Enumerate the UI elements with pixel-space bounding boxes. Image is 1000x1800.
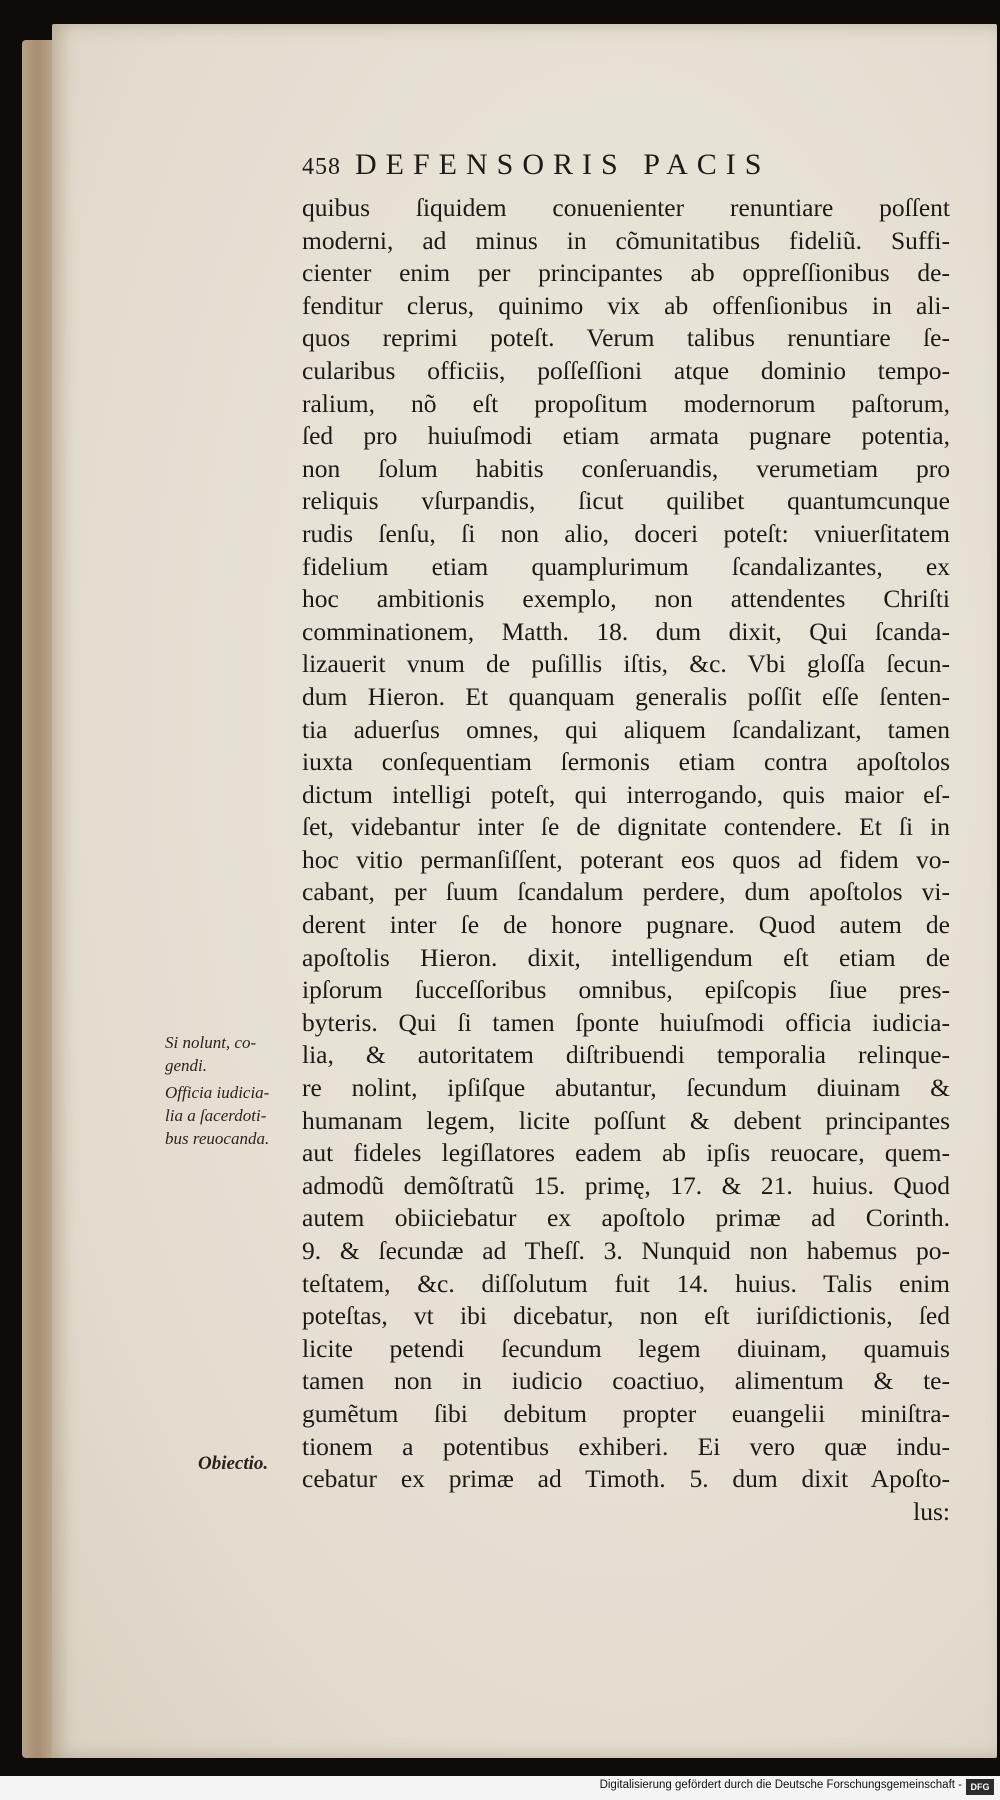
text-line: ſet, videbantur inter ſe de dignitate contendere. Et ſi in <box>302 812 950 842</box>
running-head <box>302 148 942 188</box>
text-line: tionem a potentibus exhiberi. Ei vero quæ indu- <box>302 1431 950 1461</box>
margin-note-line: lia a ſacerdoti- <box>165 1106 267 1125</box>
text-line: fidelium etiam quamplurimum ſcandalizantes, ex <box>302 551 950 581</box>
text-line: apoſtolis Hieron. dixit, intelligendum eſt etiam de <box>302 942 950 972</box>
text-line: autem obiiciebatur ex apoſtolo primæ ad Corinth. <box>302 1203 950 1233</box>
text-line: teſtatem, &c. diſſolutum fuit 14. huius. Talis enim <box>302 1268 950 1298</box>
margin-note-line: gendi. <box>165 1056 208 1075</box>
text-line: iuxta conſequentiam ſermonis etiam contra apoſtolos <box>302 747 950 777</box>
margin-note-officia <box>165 1081 315 1150</box>
running-title: DEFENSORIS PACIS <box>355 148 771 181</box>
margin-note-line: Si nolunt, co- <box>165 1033 257 1052</box>
text-line: quibus ſiquidem conuenienter renuntiare poſſent <box>302 193 950 222</box>
text-line: lus: <box>913 1496 950 1526</box>
text-line: tamen non in iudicio coactiuo, alimentum & te- <box>302 1366 950 1396</box>
text-line: cebatur ex primæ ad Timoth. 5. dum dixit Apoſto- <box>302 1464 950 1494</box>
text-line: comminationem, Matth. 18. dum dixit, Qui ſcanda- <box>302 616 950 646</box>
text-line: hoc ambitionis exemplo, non attendentes Chriſti <box>302 584 950 614</box>
page-number: 458 <box>302 154 341 180</box>
text-line: admodũ demõſtratũ 15. primę, 17. & 21. huius. Quod <box>302 1170 950 1200</box>
text-line: poteſtas, vt ibi dicebatur, non eſt iuriſdictionis, ſed <box>302 1301 950 1331</box>
text-line: dictum intelligi poteſt, qui interrogando, quis maior eſ- <box>302 779 950 809</box>
text-line: ſed pro huiuſmodi etiam armata pugnare potentia, <box>302 421 950 451</box>
text-line: lia, & autoritatem diſtribuendi temporalia relinque- <box>302 1040 950 1070</box>
text-line: aut fideles legiſlatores eadem ab ipſis reuocare, quem- <box>302 1138 950 1168</box>
text-line: fenditur clerus, quinimo vix ab offenſionibus in ali- <box>302 290 950 320</box>
text-line: rudis ſenſu, ſi non alio, doceri poteſt: vniuerſitatem <box>302 518 950 548</box>
text-line: cularibus officiis, poſſeſſioni atque dominio tempo- <box>302 355 950 385</box>
text-line: non ſolum habitis conſeruandis, verumetiam pro <box>302 453 950 483</box>
text-line: ralium, nõ eſt propoſitum modernorum paſtorum, <box>302 388 950 418</box>
margin-note-line: bus reuocanda. <box>165 1129 270 1148</box>
text-line: reliquis vſurpandis, ſicut quilibet quantumcunque <box>302 486 950 516</box>
text-line: quos reprimi poteſt. Verum talibus renuntiare ſe- <box>302 323 950 353</box>
text-line: humanam legem, licite poſſunt & debent principantes <box>302 1105 950 1135</box>
text-line: cienter enim per principantes ab oppreſſionibus de- <box>302 258 950 288</box>
text-line: re nolint, ipſiſque abutantur, ſecundum diuinam & <box>302 1073 950 1103</box>
margin-note-line: Officia iudicia- <box>165 1083 270 1102</box>
text-line: byteris. Qui ſi tamen ſponte huiuſmodi officia iudicia- <box>302 1007 950 1037</box>
text-line: dum Hieron. Et quanquam generalis poſſit eſſe ſenten- <box>302 681 950 711</box>
footer-bar <box>0 1776 1000 1800</box>
digitization-credit: Digitalisierung gefördert durch die Deutsche Forschungsgemeinschaft - <box>599 1779 962 1791</box>
text-line: cabant, per ſuum ſcandalum perdere, dum apoſtolos vi- <box>302 877 950 907</box>
text-line: tia aduerſus omnes, qui aliquem ſcandalizant, tamen <box>302 714 950 744</box>
text-line: moderni, ad minus in cõmunitatibus fideliũ. Suffi- <box>302 225 950 255</box>
margin-note-obiectio: Obiectio. <box>198 1453 269 1474</box>
text-line: derent inter ſe de honore pugnare. Quod autem de <box>302 910 950 940</box>
body-text <box>302 192 950 1528</box>
text-line: licite petendi ſecundum legem diuinam, quamuis <box>302 1333 950 1363</box>
text-line: lizauerit vnum de puſillis iſtis, &c. Vbi gloſſa ſecun- <box>302 649 950 679</box>
text-line: hoc vitio permanſiſſent, poterant eos quos ad fidem vo- <box>302 844 950 874</box>
text-line: 9. & ſecundæ ad Theſſ. 3. Nunquid non habemus po- <box>302 1236 950 1265</box>
margin-note-cogendi <box>165 1031 315 1077</box>
text-line: gumẽtum ſibi debitum propter euangelii miniſtra- <box>302 1398 950 1428</box>
dfg-logo: DFG <box>966 1779 994 1795</box>
text-line: ipſorum ſucceſſoribus omnibus, epiſcopis ſiue pres- <box>302 975 950 1005</box>
